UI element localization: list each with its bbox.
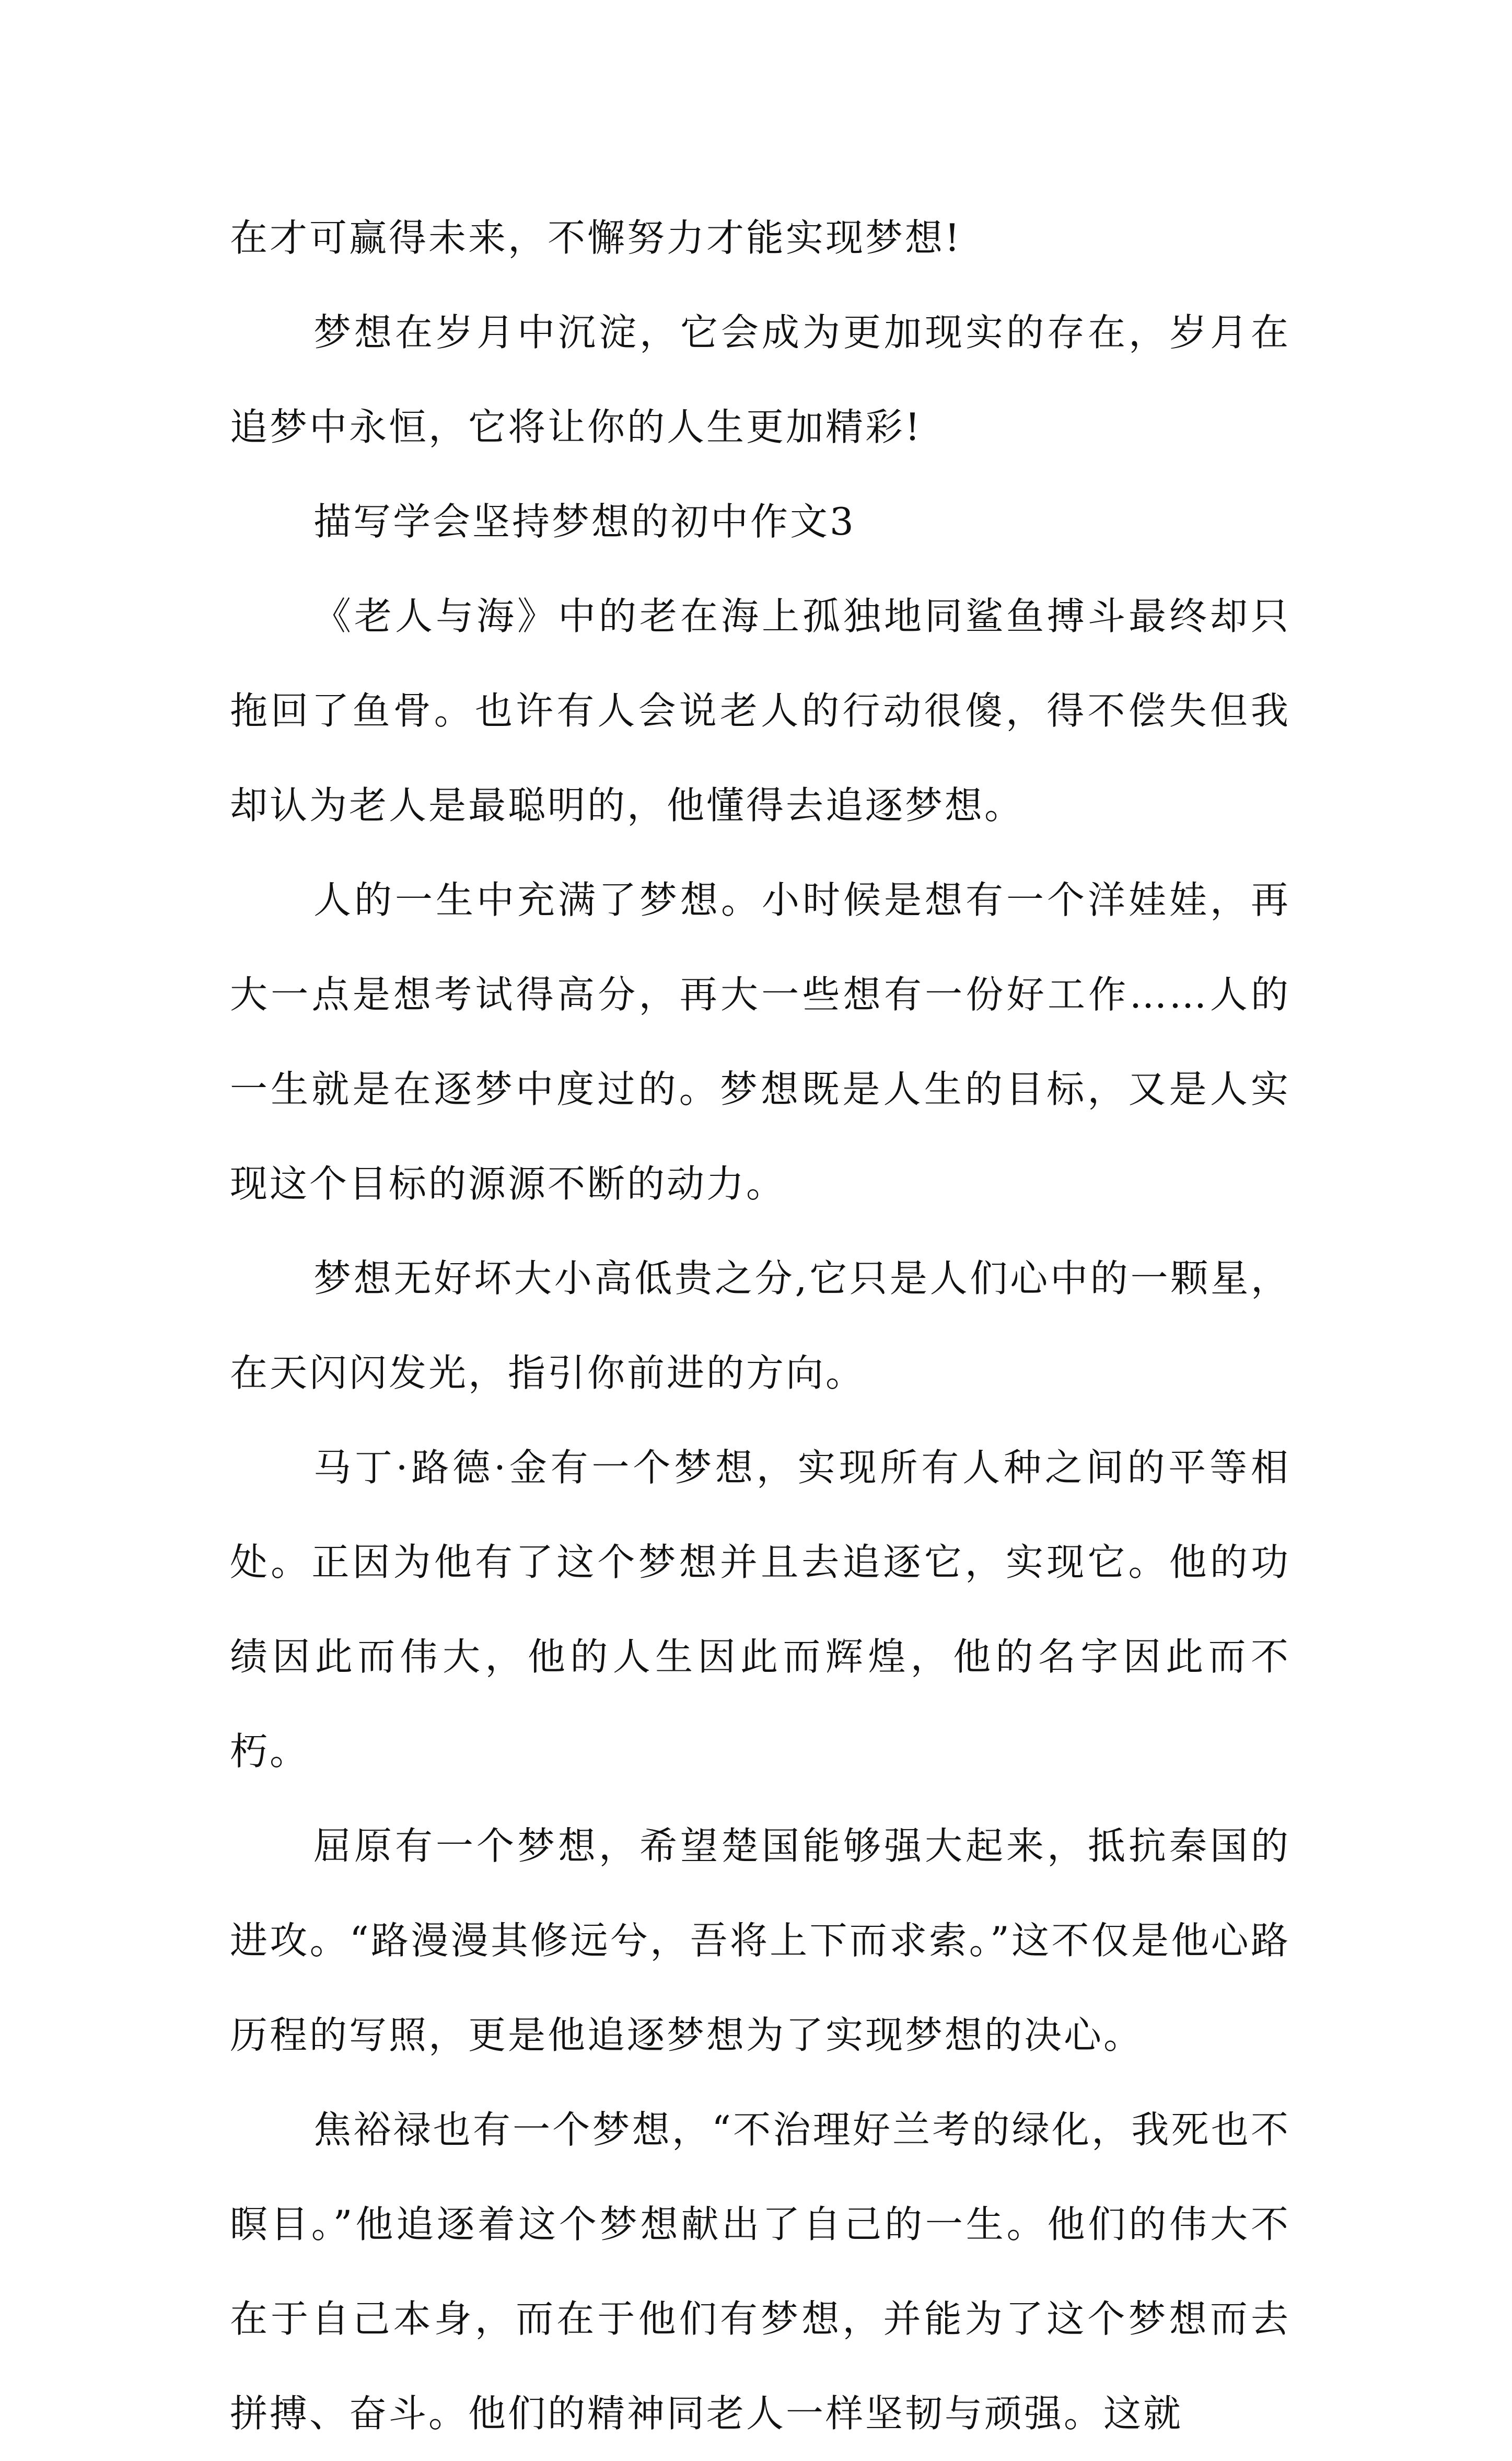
paragraph: 《老人与海》中的老在海上孤独地同鲨鱼搏斗最终却只拖回了鱼骨。也许有人会说老人的行动很傻，得不偿失但我却认为老人是最聪明的，他懂得去追逐梦想。 — [230, 594, 1290, 827]
paragraph: 梦想在岁月中沉淀，它会成为更加现实的存在，岁月在追梦中永恒，它将让你的人生更加精彩! — [230, 310, 1290, 449]
paragraph: 焦裕禄也有一个梦想，“不治理好兰考的绿化，我死也不瞑目。”他追逐着这个梦想献出了自己的一生。他们的伟大不在于自己本身，而在于他们有梦想，并能为了这个梦想而去拼搏、奋斗。他们的精神同老人一样坚韧与顽强。这就 — [230, 2108, 1290, 2435]
paragraph: 马丁·路德·金有一个梦想，实现所有人种之间的平等相处。正因为他有了这个梦想并且去追逐它，实现它。他的功绩因此而伟大，他的人生因此而辉煌，他的名字因此而不朽。 — [230, 1446, 1290, 1773]
paragraph: 在才可赢得未来，不懈努力才能实现梦想! — [230, 216, 962, 260]
essay-title: 描写学会坚持梦想的初中作文3 — [313, 500, 856, 544]
paragraph: 人的一生中充满了梦想。小时候是想有一个洋娃娃，再大一点是想考试得高分，再大一些想有一份好工作……人的一生就是在逐梦中度过的。梦想既是人生的目标，又是人实现这个目标的源源不断的动力。 — [230, 878, 1290, 1206]
paragraph: 屈原有一个梦想，希望楚国能够强大起来，抵抗秦国的进攻。“路漫漫其修远兮，吾将上下而求索。”这不仅是他心路历程的写照，更是他追逐梦想为了实现梦想的决心。 — [230, 1824, 1290, 2057]
document-body — [230, 191, 1290, 2461]
paragraph: 梦想无好坏大小高低贵之分,它只是人们心中的一颗星，在天闪闪发光，指引你前进的方向。 — [230, 1256, 1290, 1395]
